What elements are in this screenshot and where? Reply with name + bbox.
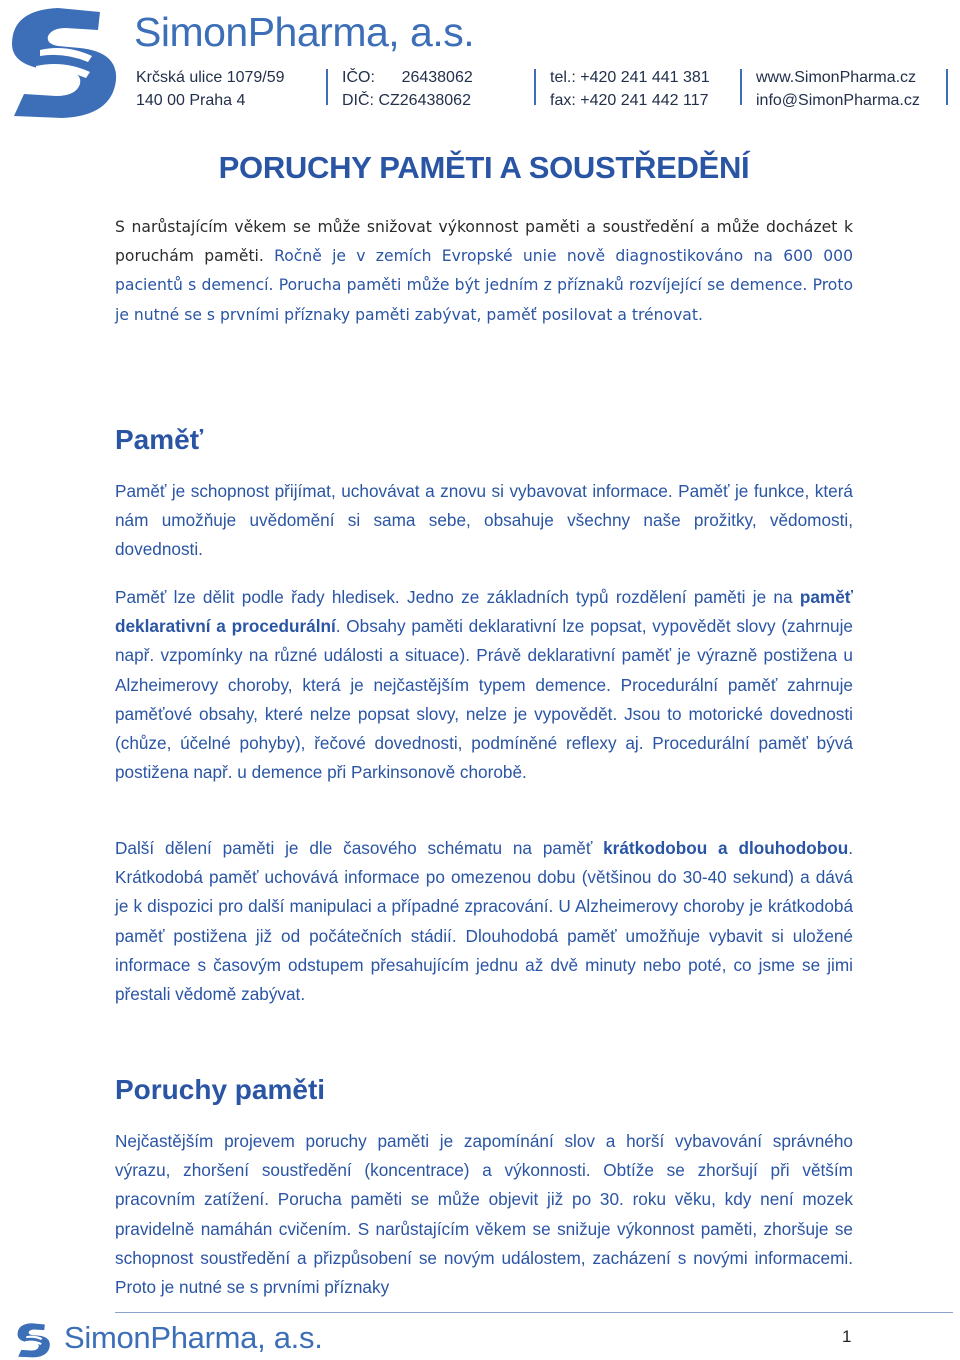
intro-paragraph [115,213,853,330]
footer-brand-name: SimonPharma, a.s. [64,1320,323,1355]
paragraph-text: . Obsahy paměti deklarativní lze popsat, vypovědět slovy (zahrnuje např. vzpomínky na různé události a situace). [115,616,853,666]
section-heading-pamet: Paměť [115,424,204,455]
paragraph [115,1127,853,1302]
email-link[interactable]: info@SimonPharma.cz [756,92,920,109]
address-street: Krčská ulice 1079/59 [136,69,285,86]
simonpharma-logo-icon [6,4,124,120]
phone-number: tel.: +420 241 441 381 [550,69,710,86]
address-city: 140 00 Praha 4 [136,92,246,109]
header-divider [534,69,536,105]
intro-text-highlight: Proto je nutné se s prvními příznaky paměti zabývat, paměť posilovat a trénovat. [115,276,853,324]
fax-number: fax: +420 241 442 117 [550,92,709,109]
intro-text-highlight: Porucha paměti může být jedním z příznaků rozvíjející se demence. [278,276,813,295]
paragraph [115,477,853,565]
contact-web [756,66,920,112]
paragraph-text: Paměť lze dělit podle řady hledisek. [115,587,407,607]
bold-term: paměť deklarativní a procedurální [115,587,853,637]
paragraph [115,583,853,787]
page-number: 1 [842,1327,852,1346]
paragraph-text: Paměť je funkce, která nám umožňuje uvědomění si sama sebe, obsahuje všechny naše prožitky, vědomosti, dovednosti. [115,481,853,560]
paragraph-text: Další dělení paměti je dle časového schématu na paměť [115,838,604,858]
contact-company-ids [342,66,473,112]
simonpharma-logo-icon [14,1322,54,1358]
header-divider [326,69,328,105]
contact-address [136,66,285,112]
paragraph-text: . Krátkodobá paměť uchovává informace po omezenou dobu (většinou do 30-40 sekund) a dává je k dispozici pro další manipulaci a případné zpracování. U Alzheimerovy choroby je krátkodobá paměť postižena již od počátečních stádií. Dlouhodobá paměť umožňuje vybavit si uložené informace s časovým odstupem přesahujícím jednu až dvě minuty nebo poté, co jsme se jimi přestali vědomě zabývat. [115,838,853,1005]
header-divider [740,69,742,105]
paragraph-text: Nejčastějším projevem poruchy paměti je zapomínání slov a horší vybavování správného výrazu, zhoršení soustředění (koncentrace) a výkonnosti. Obtíže se zhoršují při větším pracovním zatížení. Porucha paměti se může objevit již po 30. roku věku, kdy není mozek pravidelně namáhán cvičením. S narůstajícím věkem se snižuje výkonnost paměti, zhoršuje se schopnost soustředění a přizpůsobení se novým událostem, zacházení s novými informacemi. Proto je nutné se s prvními příznaky [115,1131,853,1298]
document-title: PORUCHY PAMĚTI A SOUSTŘEDĚNÍ [218,150,750,185]
company-ico: IČO: 26438062 [342,69,473,86]
contact-phone [550,66,710,112]
footer-divider [115,1312,953,1313]
website-link[interactable]: www.SimonPharma.cz [756,69,917,86]
paragraph-text: Právě deklarativní paměť je výrazně postižena u Alzheimerovy choroby, která je nejčastějším typem demence. Procedurální paměť zahrnuje paměťové obsahy, které nelze popsat slovy, nelze je vypovědět. Jsou to motorické dovednosti (chůze, účelné pohyby), řečové dovednosti, podmíněné reflexy aj. Procedurální paměť bývá postižena např. u demence při Parkinsonově chorobě. [115,645,853,783]
intro-text: S narůstajícím věkem se může snižovat výkonnost paměti a soustředění a může docházet k poruchám paměti. [115,218,853,266]
paragraph [115,834,853,1009]
company-dic: DIČ: CZ26438062 [342,92,471,109]
header-divider [946,69,948,105]
paragraph-text: Paměť je schopnost přijímat, uchovávat a znovu si vybavovat informace. [115,481,679,501]
paragraph-text: Jedno ze základních typů rozdělení paměti je na [407,587,800,607]
intro-text-highlight: Ročně je v zemích Evropské unie nově diagnostikováno na 600 000 pacientů s demencí. [115,247,853,295]
bold-term: krátkodobou a dlouhodobou [603,838,849,858]
brand-name: SimonPharma, a.s. [134,9,475,55]
section-heading-poruchy-pameti: Poruchy paměti [115,1074,326,1105]
